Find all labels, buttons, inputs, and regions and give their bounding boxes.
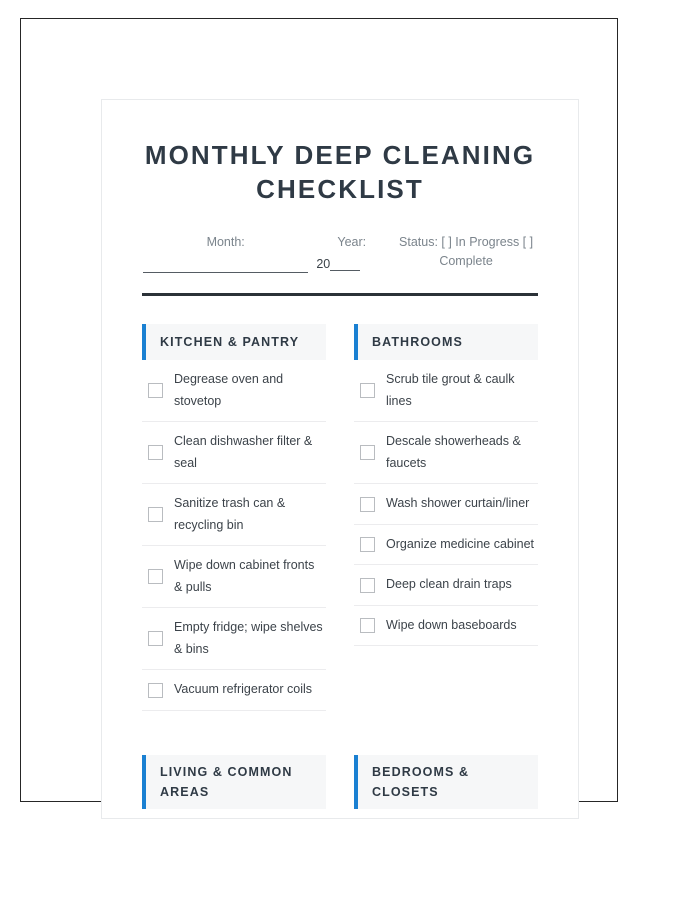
- checkbox-icon[interactable]: [360, 618, 375, 633]
- checklist-item-label: Clean dishwasher filter & seal: [174, 434, 313, 470]
- section-item-list: [142, 360, 326, 711]
- section-title: KITCHEN & PANTRY: [160, 335, 300, 350]
- checklist-item-label: Wash shower curtain/liner: [386, 496, 530, 511]
- status-field[interactable]: [395, 233, 537, 272]
- section-header: [142, 755, 326, 809]
- checklist-item-label: Empty fridge; wipe shelves & bins: [174, 620, 323, 656]
- checkbox-icon[interactable]: [148, 683, 163, 698]
- checkbox-icon[interactable]: [148, 569, 163, 584]
- checklist-item[interactable]: [354, 606, 538, 647]
- checklist-item-label: Organize medicine cabinet: [386, 536, 534, 551]
- month-input-line[interactable]: [143, 257, 308, 273]
- year-field[interactable]: [316, 233, 395, 273]
- checklist-item[interactable]: [142, 422, 326, 484]
- checklist-item[interactable]: [142, 670, 326, 711]
- checklist-item[interactable]: [142, 360, 326, 422]
- checklist-item[interactable]: [142, 484, 326, 546]
- checklist-item[interactable]: [354, 422, 538, 484]
- checklist-item[interactable]: [354, 360, 538, 422]
- checkbox-icon[interactable]: [360, 383, 375, 398]
- section-kitchen-pantry: [142, 324, 326, 711]
- checklist-item[interactable]: [354, 525, 538, 566]
- section-living-common-areas: [142, 755, 326, 809]
- checklist-item-label: Descale showerheads & faucets: [386, 434, 521, 470]
- checklist-item-label: Deep clean drain traps: [386, 577, 512, 592]
- document-sheet: [101, 99, 579, 819]
- document-meta-row: [142, 233, 538, 274]
- section-bathrooms: [354, 324, 538, 711]
- checklist-item[interactable]: [142, 546, 326, 608]
- checklist-item-label: Scrub tile grout & caulk lines: [386, 372, 515, 408]
- checklist-item[interactable]: [142, 608, 326, 670]
- year-blank[interactable]: [330, 257, 360, 271]
- checklist-item[interactable]: [354, 565, 538, 606]
- section-title: LIVING & COMMON AREAS: [160, 764, 293, 799]
- month-field[interactable]: [143, 233, 316, 274]
- header-divider: [142, 293, 538, 296]
- checklist-item-label: Wipe down cabinet fronts & pulls: [174, 558, 315, 594]
- checkbox-icon[interactable]: [148, 445, 163, 460]
- checkbox-icon[interactable]: [360, 445, 375, 460]
- checkbox-icon[interactable]: [148, 507, 163, 522]
- section-header: [354, 324, 538, 360]
- year-label: Year:: [337, 234, 367, 249]
- checklist-item[interactable]: [354, 484, 538, 525]
- section-title: BEDROOMS & CLOSETS: [372, 764, 470, 799]
- section-header: [142, 324, 326, 360]
- status-checkbox-text[interactable]: Status: [ ] In Progress [ ] Complete: [399, 234, 534, 268]
- month-label: Month:: [206, 234, 245, 249]
- page-title: MONTHLY DEEP CLEANING CHECKLIST: [144, 140, 536, 205]
- section-header: [354, 755, 538, 809]
- year-prefix: 20: [316, 257, 331, 272]
- page-frame: [20, 18, 618, 802]
- checklist-item-label: Degrease oven and stovetop: [174, 372, 284, 408]
- section-title: BATHROOMS: [372, 335, 463, 350]
- checkbox-icon[interactable]: [148, 631, 163, 646]
- section-item-list: [354, 360, 538, 646]
- checkbox-icon[interactable]: [148, 383, 163, 398]
- year-input-line[interactable]: [316, 257, 387, 272]
- checklist-item-label: Vacuum refrigerator coils: [174, 682, 313, 697]
- checkbox-icon[interactable]: [360, 497, 375, 512]
- checklist-item-label: Sanitize trash can & recycling bin: [174, 496, 286, 532]
- checkbox-icon[interactable]: [360, 537, 375, 552]
- checklist-sections: [142, 324, 538, 809]
- section-bedrooms-closets: [354, 755, 538, 809]
- checkbox-icon[interactable]: [360, 578, 375, 593]
- checklist-item-label: Wipe down baseboards: [386, 617, 517, 632]
